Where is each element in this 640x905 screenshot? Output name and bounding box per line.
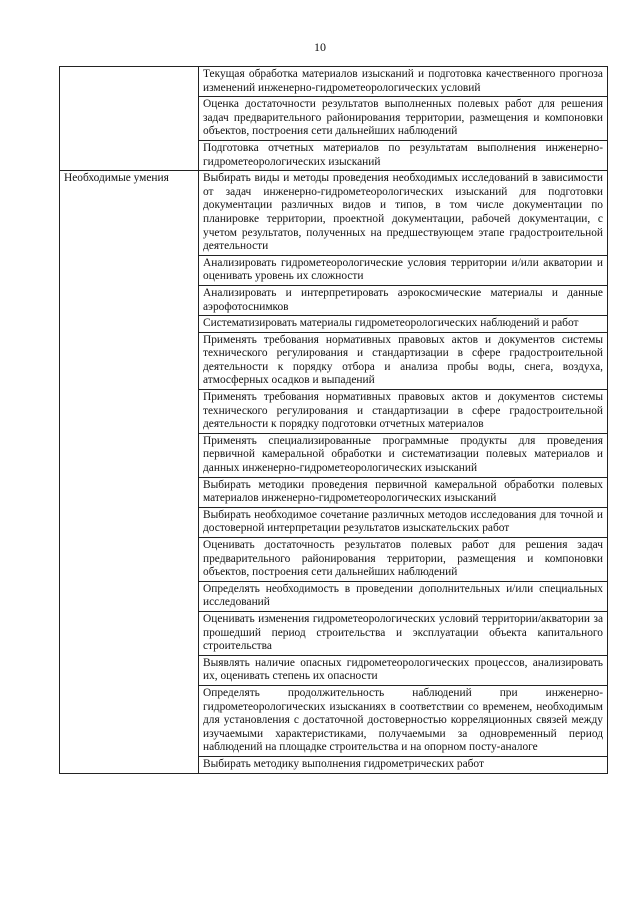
competency-table — [59, 66, 608, 774]
table-row — [60, 171, 608, 256]
list-item: Определять необходимость в проведении дополнительных и/или специальных исследований — [199, 581, 608, 611]
list-item: Систематизировать материалы гидрометеорологических наблюдений и работ — [199, 316, 608, 333]
list-item: Анализировать гидрометеорологические условия территории и/или акватории и оценивать уровень их сложности — [199, 255, 608, 285]
list-item: Выбирать виды и методы проведения необходимых исследований в зависимости от задач инженерно-гидрометеорологических изысканий для подготовки документации различных видов и типов, в том числе документации по планировке территории, проектной документации, рабочей документации, с учетом результатов, полученных на предшествующем этапе градостроительной деятельности — [199, 171, 608, 256]
section-heading — [60, 67, 199, 171]
list-item: Анализировать и интерпретировать аэрокосмические материалы и данные аэрофотоснимков — [199, 285, 608, 315]
list-item: Выбирать необходимое сочетание различных методов исследования для точной и достоверной интерпретации результатов изыскательских работ — [199, 507, 608, 537]
list-item: Текущая обработка материалов изысканий и подготовка качественного прогноза изменений инженерно-гидрометеорологических условий — [199, 67, 608, 97]
list-item: Применять специализированные программные продукты для проведения первичной камеральной обработки и систематизации полевых материалов и данных инженерно-гидрометеорологических изысканий — [199, 433, 608, 477]
list-item: Определять продолжительность наблюдений при инженерно-гидрометеорологических изысканиях в соответствии со временем, необходимым для установления с достаточной достоверностью корреляционных связей между изучаемыми характеристиками, получаемыми за одновременный период наблюдений на площадке строительства и на опорном посту-аналоге — [199, 685, 608, 756]
page-number: 10 — [314, 40, 326, 54]
list-item: Выбирать методику выполнения гидрометрических работ — [199, 756, 608, 773]
list-item: Оценивать изменения гидрометеорологических условий территории/акватории за прошедший период строительства и эксплуатации объекта капитального строительства — [199, 611, 608, 655]
list-item: Оценка достаточности результатов выполненных полевых работ для решения задач предварительного районирования территории, размещения и компоновки объектов, построения сети дальнейших наблюдений — [199, 97, 608, 141]
list-item: Выбирать методики проведения первичной камеральной обработки полевых материалов инженерно-гидрометеорологических изысканий — [199, 477, 608, 507]
list-item: Применять требования нормативных правовых актов и документов системы технического регулирования и стандартизации в сфере градостроительной деятельности к порядку подготовки отчетных материалов — [199, 390, 608, 434]
list-item: Выявлять наличие опасных гидрометеорологических процессов, анализировать их, оценивать степень их опасности — [199, 655, 608, 685]
list-item: Применять требования нормативных правовых актов и документов системы технического регулирования и стандартизации в сфере градостроительной деятельности к порядку отбора и анализа пробы воды, снега, воздуха, атмосферных осадков и выпадений — [199, 332, 608, 389]
section-heading: Необходимые умения — [60, 171, 199, 773]
list-item: Оценивать достаточность результатов полевых работ для решения задач предварительного районирования территории, размещения и компоновки объектов, построения сети дальнейших наблюдений — [199, 538, 608, 582]
table-row — [60, 67, 608, 97]
list-item: Подготовка отчетных материалов по результатам выполнения инженерно-гидрометеорологических изысканий — [199, 140, 608, 170]
